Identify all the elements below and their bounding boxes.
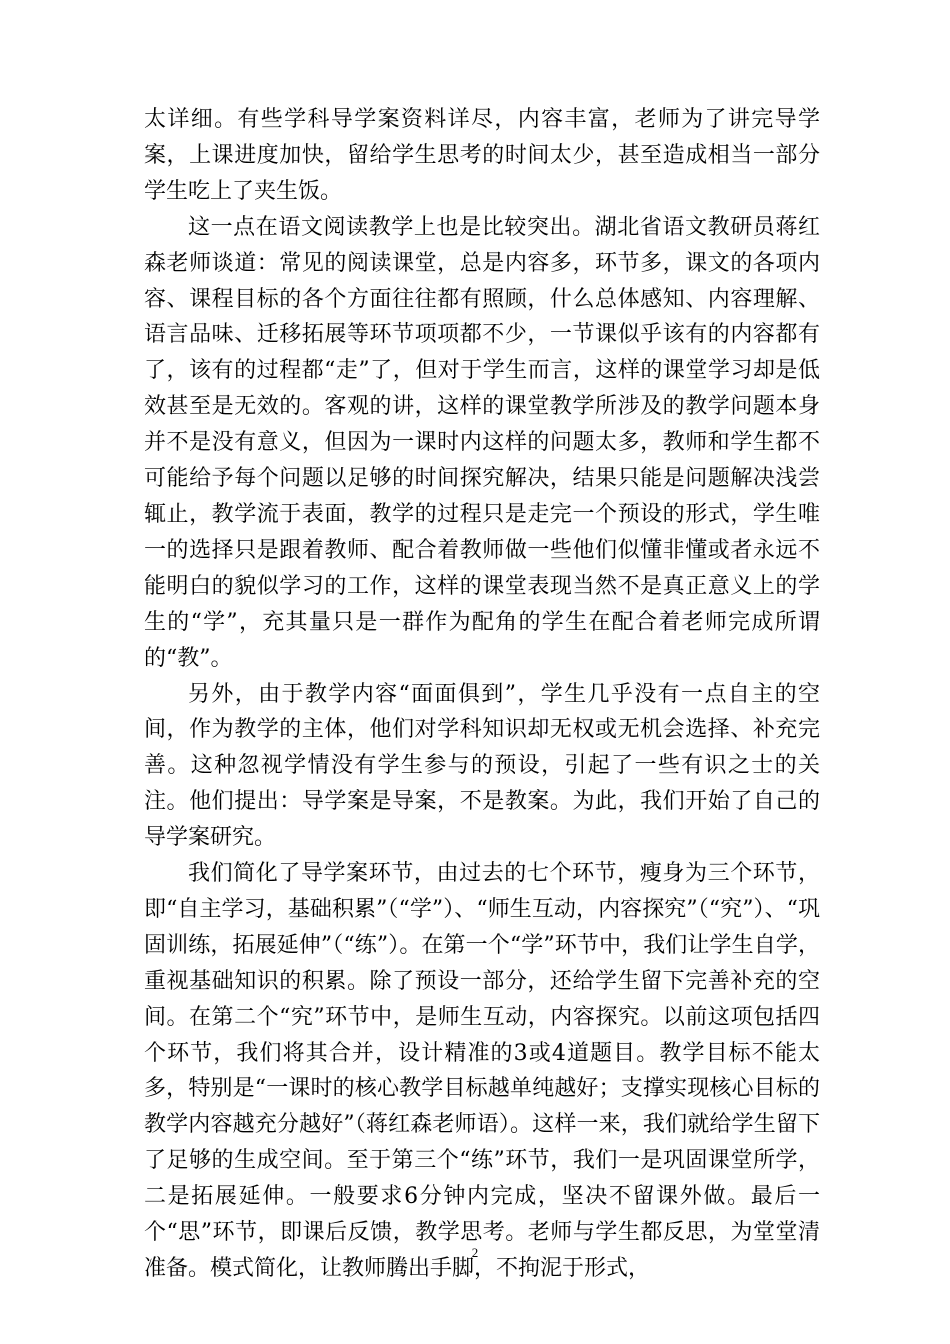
paragraph-3: 另外，由于教学内容“面面俱到”，学生几乎没有一点自主的空间，作为教学的主体，他们对学科知识却无权或无机会选择、补充完善。这种忽视学情没有学生参与的预设，引起了一些有识之士的关注。他们提出：导学案是导案，不是教案。为此，我们开始了自己的导学案研究。 (144, 681, 820, 851)
paragraph-4: 我们简化了导学案环节，由过去的七个环节，瘦身为三个环节，即“自主学习，基础积累”（“学”）、“师生互动，内容探究”（“究”）、“巩固训练，拓展延伸”（“练”）。在第一个“学”环节中，我们让学生自学，重视基础知识的积累。除了预设一部分，还给学生留下完善补充的空间。在第二个“究”环节中，是师生互动，内容探究。以前这项包括四个环节，我们将其合并，设计精准的3或4道题目。教学目标不能太多，特别是“一课时的核心教学目标越单纯越好；支撑实现核心目标的教学内容越充分越好”（蒋红森老师语）。这样一来，我们就给学生留下了足够的生成空间。至于第三个“练”环节，我们一是巩固课堂所学，二是拓展延伸。一般要求6分钟内完成，坚决不留课外做。最后一个“思”环节，即课后反馈，教学思考。老师与学生都反思，为堂堂清准备。模式简化，让教师腾出手脚，不拘泥于形式， (144, 861, 820, 1281)
page-number: 2 (471, 1245, 479, 1260)
document-body (144, 102, 820, 1287)
paragraph-1: 太详细。有些学科导学案资料详尽，内容丰富，老师为了讲完导学案，上课进度加快，留给学生思考的时间太少，甚至造成相当一部分学生吃上了夹生饭。 (144, 107, 820, 204)
paragraph-2: 这一点在语文阅读教学上也是比较突出。湖北省语文教研员蒋红森老师谈道：常见的阅读课堂，总是内容多，环节多，课文的各项内容、课程目标的各个方面往往都有照顾，什么总体感知、内容理解、语言品味、迁移拓展等环节项项都不少，一节课似乎该有的内容都有了，该有的过程都“走”了，但对于学生而言，这样的课堂学习却是低效甚至是无效的。客观的讲，这样的课堂教学所涉及的教学问题本身并不是没有意义，但因为一课时内这样的问题太多，教师和学生都不可能给予每个问题以足够的时间探究解决，结果只能是问题解决浅尝辄止，教学流于表面，教学的过程只是走完一个预设的形式，学生唯一的选择只是跟着教师、配合着教师做一些他们似懂非懂或者永远不能明白的貌似学习的工作，这样的课堂表现当然不是真正意义上的学生的“学”，充其量只是一群作为配角的学生在配合着老师完成所谓的“教”。 (144, 214, 820, 671)
